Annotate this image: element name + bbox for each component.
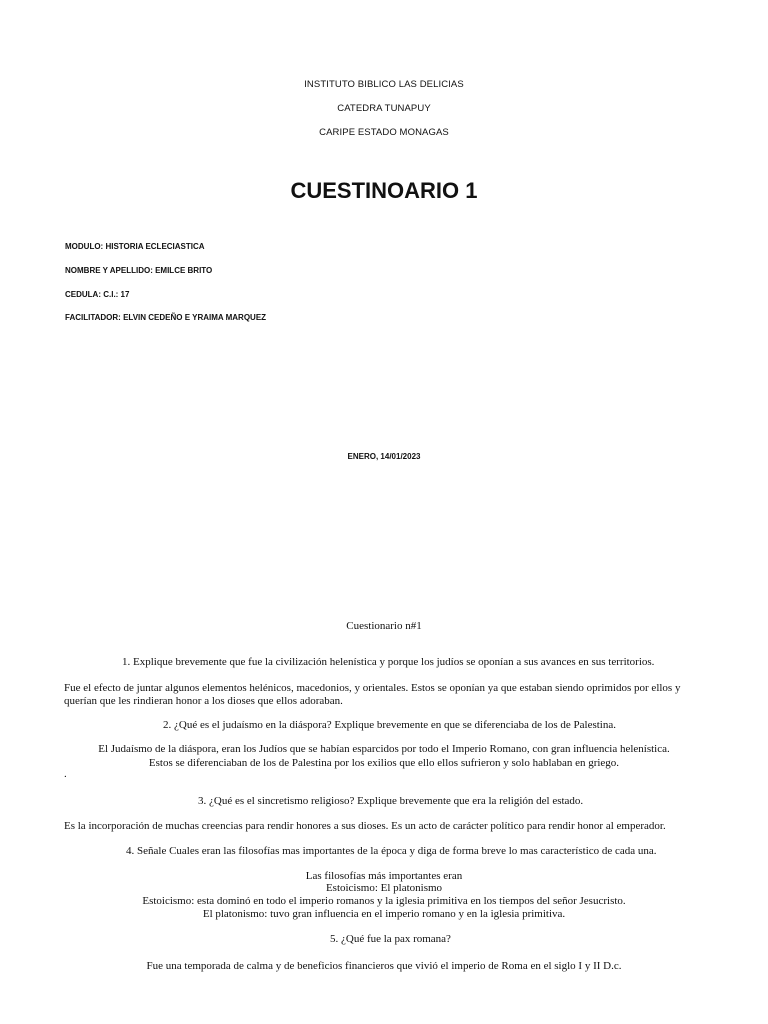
modulo-field: MODULO: HISTORIA ECLECIASTICA	[65, 242, 205, 251]
question-4: 4. Señale Cuales eran las filosofías mas importantes de la época y diga de forma breve lo mas característico de cada una.	[126, 845, 657, 857]
question-2: 2. ¿Qué es el judaísmo en la diáspora? Explique brevemente en que se diferenciaba de los de Palestina.	[163, 719, 616, 731]
question-1: 1. Explique brevemente que fue la civilización helenística y porque los judíos se oponían a sus avances en sus territorios.	[122, 656, 655, 668]
questionnaire-heading: Cuestionario n#1	[346, 620, 422, 632]
answer-2-line-1: El Judaísmo de la diáspora, eran los Judíos que se habían esparcidos por todo el Imperio Romano, con gran influencia helenística.	[98, 743, 670, 755]
facilitador-field: FACILITADOR: ELVIN CEDEÑO E YRAIMA MARQUEZ	[65, 313, 267, 322]
question-3: 3. ¿Qué es el sincretismo religioso? Explique brevemente que era la religión del estado.	[198, 795, 584, 807]
cedula-field: CEDULA: C.I.: 17	[65, 290, 130, 299]
answer-1-line-2: querían que les rindieran honor a los dioses que ellos adoraban.	[64, 695, 343, 707]
answer-4-line-1: Las filosofías más importantes eran	[305, 870, 463, 882]
answer-2-line-2: Estos se diferenciaban de los de Palestina por los exilios que ello ellos sufrieron y solo hablaban en griego.	[148, 757, 620, 769]
stray-dot: .	[64, 768, 67, 780]
document-title: CUESTINOARIO 1	[290, 178, 478, 203]
answer-5: Fue una temporada de calma y de beneficios financieros que vivió el imperio de Roma en el siglo I y II D.c.	[146, 960, 622, 972]
date-line: ENERO, 14/01/2023	[347, 452, 421, 461]
answer-1-line-1: Fue el efecto de juntar algunos elementos helénicos, macedonios, y orientales. Estos se oponían ya que estaban siendo oprimidos por ellos y	[64, 682, 681, 694]
name-field: NOMBRE Y APELLIDO: EMILCE BRITO	[65, 266, 213, 275]
question-5: 5. ¿Qué fue la pax romana?	[330, 933, 451, 945]
answer-4-line-3: Estoicismo: esta dominó en todo el imperio romanos y la iglesia primitiva en los tiempos del señor Jesucristo.	[142, 895, 626, 907]
catedra-name: CATEDRA TUNAPUY	[337, 103, 431, 114]
answer-3: Es la incorporación de muchas creencias para rendir honores a sus dioses. Es un acto de carácter político para rendir honor al emperador.	[64, 820, 666, 832]
location-line: CARIPE ESTADO MONAGAS	[319, 127, 449, 138]
institute-name: INSTITUTO BIBLICO LAS DELICIAS	[304, 79, 464, 90]
answer-4-line-4: El platonismo: tuvo gran influencia en el imperio romano y en la iglesia primitiva.	[202, 908, 566, 920]
answer-4-line-2: Estoicismo: El platonismo	[325, 882, 443, 894]
